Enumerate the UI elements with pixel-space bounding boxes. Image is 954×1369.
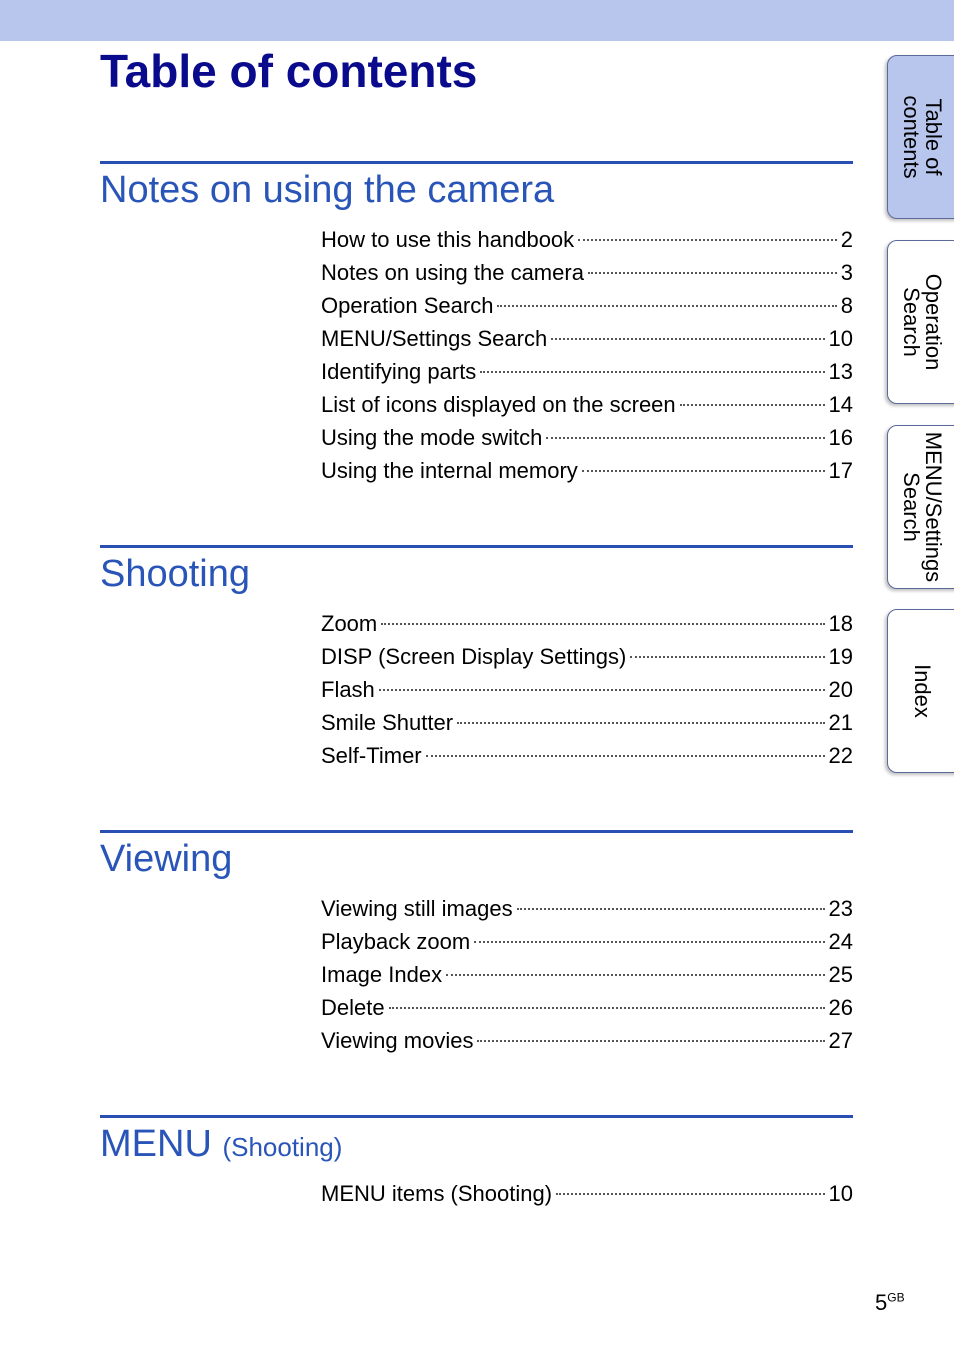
toc-entry-page: 26 xyxy=(828,995,853,1020)
toc-entry[interactable] xyxy=(321,607,853,640)
page-number-value: 5 xyxy=(875,1290,888,1315)
toc-entry-label: Notes on using the camera xyxy=(321,260,584,285)
dot-leader xyxy=(426,755,825,757)
tab-index[interactable] xyxy=(887,609,954,773)
tab-label: Index xyxy=(910,664,935,718)
section-heading: Notes on using the camera xyxy=(100,169,555,211)
toc-entry-label: Using the internal memory xyxy=(321,458,578,483)
toc-entry-page: 18 xyxy=(828,611,853,636)
toc-list xyxy=(321,892,853,1057)
toc-entry[interactable] xyxy=(321,991,853,1024)
toc-entry[interactable] xyxy=(321,388,853,421)
toc-entry[interactable] xyxy=(321,640,853,673)
toc-entry-label: Smile Shutter xyxy=(321,710,454,735)
toc-entry-label: Viewing movies xyxy=(321,1028,474,1053)
toc-entry-page: 16 xyxy=(828,425,853,450)
section-heading: Shooting xyxy=(100,553,251,595)
dot-leader xyxy=(457,722,824,724)
toc-entry-page: 23 xyxy=(828,896,853,921)
toc-entry-label: Viewing still images xyxy=(321,896,513,921)
toc-entry[interactable] xyxy=(321,925,853,958)
toc-entry[interactable] xyxy=(321,289,853,322)
toc-entry[interactable] xyxy=(321,454,853,487)
toc-entry[interactable] xyxy=(321,958,853,991)
toc-entry-page: 22 xyxy=(828,743,853,768)
header-band xyxy=(0,0,954,41)
toc-entry-label: Using the mode switch xyxy=(321,425,543,450)
toc-entry-page: 10 xyxy=(828,326,853,351)
section-notes xyxy=(100,161,853,483)
section-heading-sub: (Shooting) xyxy=(222,1132,343,1162)
dot-leader xyxy=(546,437,824,439)
tab-menu-settings-search[interactable] xyxy=(887,425,954,589)
toc-entry-page: 17 xyxy=(828,458,853,483)
dot-leader xyxy=(680,404,825,406)
toc-entry-label: Operation Search xyxy=(321,293,494,318)
toc-list xyxy=(321,607,853,772)
toc-entry[interactable] xyxy=(321,673,853,706)
dot-leader xyxy=(379,689,825,691)
section-heading xyxy=(100,1118,853,1169)
toc-entry[interactable] xyxy=(321,256,853,289)
toc-entry[interactable] xyxy=(321,706,853,739)
toc-entry[interactable] xyxy=(321,892,853,925)
toc-entry-label: Playback zoom xyxy=(321,929,471,954)
toc-entry-label: Delete xyxy=(321,995,385,1020)
toc-list xyxy=(321,1177,853,1210)
dot-leader xyxy=(630,656,824,658)
toc-entry[interactable] xyxy=(321,355,853,388)
section-menu-shooting xyxy=(100,1115,853,1206)
toc-entry[interactable] xyxy=(321,421,853,454)
toc-entry-label: Self-Timer xyxy=(321,743,422,768)
dot-leader xyxy=(588,272,837,274)
dot-leader xyxy=(381,623,824,625)
section-heading: Viewing xyxy=(100,838,233,880)
toc-entry-page: 20 xyxy=(828,677,853,702)
dot-leader xyxy=(556,1193,824,1195)
toc-entry-page: 21 xyxy=(828,710,853,735)
toc-entry-page: 24 xyxy=(828,929,853,954)
page-number xyxy=(875,1290,905,1316)
toc-entry[interactable] xyxy=(321,1024,853,1057)
toc-entry[interactable] xyxy=(321,1177,853,1210)
dot-leader xyxy=(497,305,836,307)
toc-entry-page: 19 xyxy=(828,644,853,669)
toc-entry[interactable] xyxy=(321,223,853,256)
section-shooting xyxy=(100,545,853,768)
toc-entry-label: Image Index xyxy=(321,962,443,987)
toc-entry-page: 2 xyxy=(840,227,853,252)
dot-leader xyxy=(446,974,824,976)
toc-entry-page: 10 xyxy=(828,1181,853,1206)
page-title: Table of contents xyxy=(100,45,478,97)
toc-entry-label: How to use this handbook xyxy=(321,227,575,252)
tab-label: Operation Search xyxy=(899,273,946,371)
tab-table-of-contents[interactable] xyxy=(887,55,954,219)
dot-leader xyxy=(582,470,825,472)
dot-leader xyxy=(474,941,824,943)
toc-entry-page: 13 xyxy=(828,359,853,384)
dot-leader xyxy=(517,908,825,910)
toc-entry-page: 14 xyxy=(828,392,853,417)
toc-entry-label: List of icons displayed on the screen xyxy=(321,392,676,417)
tab-label: Table of contents xyxy=(899,95,946,179)
section-viewing xyxy=(100,830,853,1053)
toc-entry-page: 8 xyxy=(840,293,853,318)
dot-leader xyxy=(477,1040,824,1042)
section-heading-main: MENU xyxy=(100,1123,212,1165)
toc-entry-label: Zoom xyxy=(321,611,378,636)
toc-entry[interactable] xyxy=(321,322,853,355)
toc-entry-label: MENU items (Shooting) xyxy=(321,1181,553,1206)
toc-list xyxy=(321,223,853,487)
dot-leader xyxy=(389,1007,825,1009)
dot-leader xyxy=(578,239,837,241)
toc-entry-page: 27 xyxy=(828,1028,853,1053)
dot-leader xyxy=(480,371,824,373)
toc-entry-label: Identifying parts xyxy=(321,359,477,384)
toc-entry-page: 3 xyxy=(840,260,853,285)
tab-operation-search[interactable] xyxy=(887,240,954,404)
dot-leader xyxy=(551,338,824,340)
toc-entry-label: Flash xyxy=(321,677,375,702)
toc-entry-page: 25 xyxy=(828,962,853,987)
toc-entry[interactable] xyxy=(321,739,853,772)
page-number-suffix: GB xyxy=(887,1290,905,1305)
tab-label: MENU/Settings Search xyxy=(899,431,946,583)
toc-entry-label: DISP (Screen Display Settings) xyxy=(321,644,627,669)
toc-entry-label: MENU/Settings Search xyxy=(321,326,548,351)
